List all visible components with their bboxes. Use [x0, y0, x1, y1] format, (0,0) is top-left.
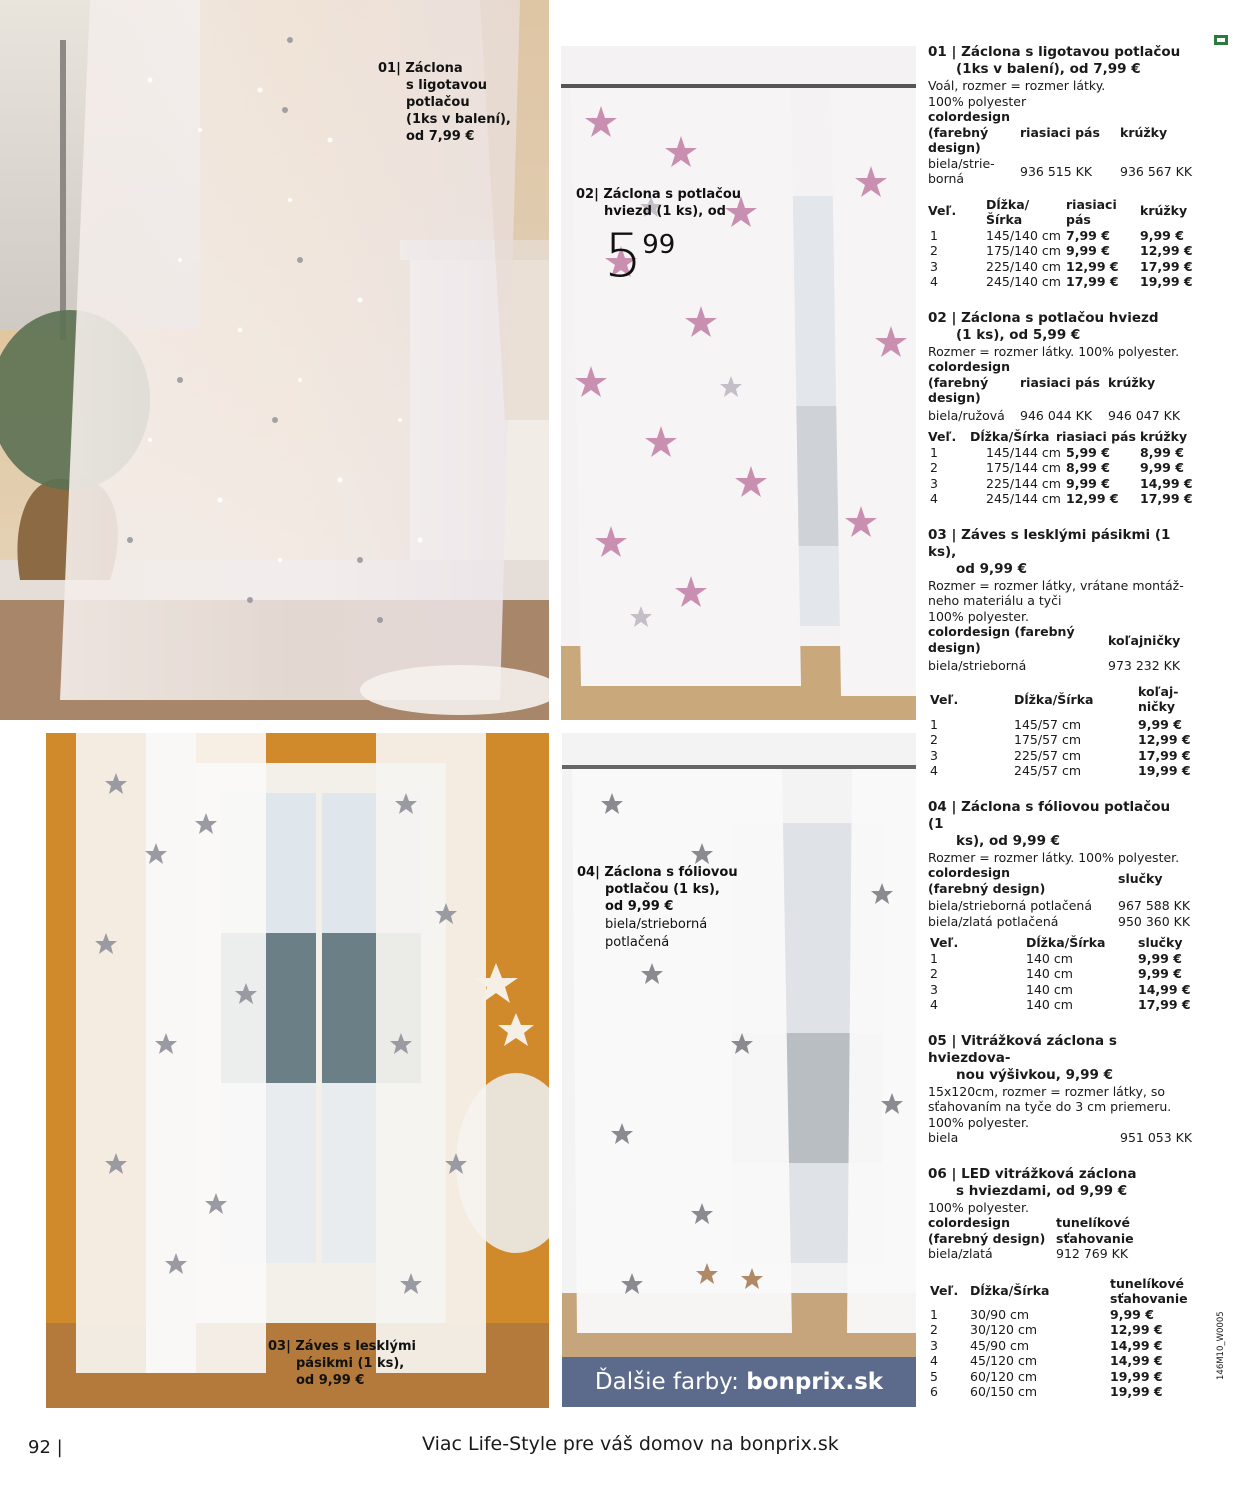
section-01-header — [928, 109, 1190, 125]
section-05-color-row — [928, 1130, 1193, 1146]
cell-size: 1 — [930, 716, 938, 732]
section-04-desc: Rozmer = rozmer látky. 100% polyester. — [928, 849, 1180, 865]
cell-price: 19,99 € — [1110, 1384, 1163, 1399]
cell-price: 12,99 € — [1110, 1322, 1163, 1337]
header-cell: koľaj- — [1138, 683, 1179, 699]
table-row — [928, 228, 1190, 244]
header-cell: (farebný — [928, 124, 989, 140]
header-cell: krúžky — [1120, 124, 1168, 140]
callout-02: 02| Záclona s potlačou hviezd (1 ks), od — [576, 187, 742, 219]
cell-size: 2 — [930, 1322, 938, 1337]
product-details-column — [928, 44, 1193, 1400]
table-row — [928, 748, 1190, 764]
more-colors-banner[interactable] — [562, 1357, 916, 1407]
callout-04-color: biela/strieborná — [605, 917, 708, 932]
header-cell: riasiaci pás — [1056, 429, 1136, 444]
cell-size: 1 — [930, 227, 938, 243]
header-cell: krúžky — [1108, 374, 1156, 390]
photo-curtain-03 — [46, 733, 549, 1408]
table-row — [928, 1307, 1190, 1323]
cell-dim: 140 cm — [1026, 966, 1073, 981]
callout-04: 04| Záclona s fóliovou potlačou (1 ks), od 9,99 € biela/strieborná potlačená — [577, 865, 738, 950]
section-06-title: s hviezdami, od 9,99 € — [956, 1182, 1128, 1199]
table-row — [928, 460, 1190, 476]
color-name: biela/ružová — [928, 407, 1005, 423]
section-02-desc: Rozmer = rozmer látky. 100% polyester. — [928, 343, 1180, 359]
section-06-desc: 100% polyester. — [928, 1199, 1029, 1215]
cell-size: 2 — [930, 732, 938, 747]
header-cell: (farebný design) — [928, 880, 1046, 896]
section-01-desc: 100% polyester — [928, 93, 1027, 109]
section-06-title: 06 | LED vitrážková záclona — [928, 1165, 1137, 1182]
cell-dim: 245/144 cm — [986, 491, 1061, 506]
article-number: 936 567 KK — [1120, 164, 1193, 179]
cell-dim: 60/120 cm — [970, 1368, 1037, 1384]
color-name: biela — [928, 1130, 959, 1145]
cell-price: 8,99 € — [1140, 444, 1184, 460]
cell-size: 2 — [930, 966, 938, 981]
callout-03: 03| Záves s lesklými pásikmi (1 ks), od 9,99 € — [268, 1339, 416, 1388]
cell-size: 1 — [930, 950, 938, 966]
callout-01-line: od 7,99 € — [406, 129, 475, 144]
header-cell: (farebný — [928, 374, 989, 390]
callout-03-line: Záves s lesklými — [295, 1339, 416, 1354]
table-row — [928, 997, 1190, 1013]
section-04-title: 04 | Záclona s fóliovou potlačou (1 — [928, 798, 1171, 832]
table-row — [928, 491, 1193, 507]
section-01-desc: Voál, rozmer = rozmer látky. — [928, 78, 1106, 93]
cell-price: 14,99 € — [1138, 981, 1191, 997]
section-05-desc: 15x120cm, rozmer = rozmer látky, so — [928, 1083, 1166, 1099]
header-cell: pás — [1066, 212, 1091, 227]
table-row — [928, 445, 1190, 461]
table-row — [928, 717, 1190, 733]
table-row — [928, 258, 1193, 275]
cell-dim: 60/150 cm — [970, 1384, 1037, 1399]
table-row — [928, 1338, 1190, 1354]
article-number: 951 053 KK — [1120, 1130, 1193, 1145]
header-cell: Veľ. — [928, 429, 957, 444]
cell-dim: 225/144 cm — [986, 475, 1061, 491]
cell-size: 3 — [930, 981, 938, 997]
cell-price: 9,99 € — [1140, 460, 1184, 475]
bonprix-logo-icon — [1214, 30, 1228, 40]
photo-curtain-04-image — [562, 733, 916, 1357]
table-row — [928, 763, 1190, 779]
cell-size: 4 — [930, 763, 938, 778]
cell-dim: 140 cm — [1026, 950, 1073, 966]
header-cell: krúžky — [1140, 202, 1188, 218]
cell-dim: 245/57 cm — [1014, 763, 1081, 778]
header-cell: ničky — [1138, 699, 1176, 714]
cell-dim: 145/57 cm — [1014, 716, 1081, 732]
header-cell: colordesign (farebný — [928, 624, 1075, 639]
big-price-decimal: 99 — [642, 230, 676, 260]
cell-dim: 145/144 cm — [986, 444, 1061, 460]
cell-dim: 145/140 cm — [986, 227, 1061, 243]
section-01-header — [928, 140, 1190, 156]
section-01-color-row — [928, 164, 1193, 187]
header-cell: Veľ. — [928, 202, 957, 218]
article-number: 946 047 KK — [1108, 407, 1181, 423]
callout-03-line: od 9,99 € — [296, 1373, 365, 1388]
color-name: biela/zlatá — [928, 1246, 993, 1261]
header-cell: sťahovanie — [1110, 1291, 1188, 1306]
color-name: biela/zlatá potlačená — [928, 913, 1059, 929]
section-05-desc: sťahovaním na tyče do 3 cm priemeru. — [928, 1099, 1172, 1114]
callout-01-line: s ligotavou — [406, 78, 488, 93]
section-03-desc: neho materiálu a tyči — [928, 593, 1062, 608]
header-cell: Dĺžka/Šírka — [970, 429, 1050, 444]
callout-02-number: 02 — [576, 187, 595, 202]
header-cell: slučky — [1138, 935, 1183, 950]
section-05-title: 05 | Vitrážková záclona s hviezdova- — [928, 1032, 1117, 1066]
cell-price: 7,99 € — [1066, 227, 1110, 243]
header-cell: Veľ. — [930, 1282, 959, 1298]
table-row — [928, 1353, 1190, 1369]
cell-price: 14,99 € — [1140, 475, 1193, 491]
header-cell: colordesign — [928, 865, 1011, 880]
cell-price: 12,99 € — [1066, 258, 1119, 274]
article-number: 950 360 KK — [1118, 913, 1191, 929]
cell-dim: 245/140 cm — [986, 274, 1061, 289]
header-cell: Dĺžka/Šírka — [970, 1282, 1050, 1298]
cell-price: 19,99 € — [1138, 763, 1191, 778]
cell-price: 5,99 € — [1066, 444, 1110, 460]
table-row — [928, 732, 1190, 748]
cell-price: 9,99 € — [1138, 950, 1182, 966]
cell-size: 6 — [930, 1384, 938, 1399]
section-04-title: ks), od 9,99 € — [956, 832, 1061, 849]
header-cell: (farebný design) — [928, 1230, 1046, 1246]
callout-02-line: hviezd (1 ks), od — [604, 204, 726, 219]
callout-03-line: pásikmi (1 ks), — [296, 1356, 405, 1371]
header-cell: Dĺžka/ — [986, 196, 1030, 212]
header-cell: Dĺžka/Šírka — [1014, 691, 1094, 707]
section-03-desc: Rozmer = rozmer látky, vrátane montáž- — [928, 577, 1184, 593]
section-04-size-header — [928, 935, 1190, 951]
callout-03-number: 03 — [268, 1339, 287, 1354]
header-cell: krúžky — [1140, 429, 1188, 444]
section-02-header — [928, 390, 1190, 406]
cell-dim: 175/57 cm — [1014, 732, 1081, 747]
section-02 — [928, 309, 1193, 507]
cell-dim: 175/144 cm — [986, 460, 1061, 475]
header-cell: design) — [928, 639, 981, 655]
table-row — [928, 274, 1193, 290]
article-number: 973 232 KK — [1108, 658, 1181, 673]
cell-dim: 30/90 cm — [970, 1306, 1030, 1322]
header-cell: riasiaci pás — [1020, 124, 1100, 140]
header-cell: design) — [928, 390, 981, 405]
cell-price: 12,99 € — [1066, 491, 1119, 506]
section-01-title: (1ks v balení), od 7,99 € — [956, 61, 1141, 77]
table-row — [928, 966, 1190, 982]
cell-price: 19,99 € — [1110, 1368, 1163, 1384]
cell-size: 5 — [930, 1368, 938, 1384]
article-number: 946 044 KK — [1020, 407, 1093, 423]
section-05-title: nou výšivkou, 9,99 € — [956, 1066, 1113, 1083]
section-02-color-row — [928, 408, 1190, 424]
cell-dim: 225/140 cm — [986, 258, 1061, 274]
cell-price: 17,99 € — [1066, 274, 1119, 289]
section-02-title: 02 | Záclona s potlačou hviezd — [928, 309, 1159, 326]
section-06 — [928, 1166, 1190, 1400]
cell-size: 4 — [930, 491, 938, 506]
cell-price: 12,99 € — [1138, 732, 1191, 747]
section-04-color-row — [928, 898, 1190, 914]
catalog-code: 146M10_W0005 — [1216, 1311, 1226, 1380]
color-name: biela/strie- — [928, 155, 995, 171]
cell-size: 2 — [930, 243, 938, 258]
cell-dim: 45/90 cm — [970, 1337, 1030, 1353]
cell-dim: 175/140 cm — [986, 243, 1061, 258]
color-name: biela/strieborná potlačená — [928, 898, 1092, 913]
table-row — [928, 475, 1193, 492]
cell-size: 3 — [930, 1337, 938, 1353]
photo-curtain-04 — [562, 733, 916, 1357]
section-03-title: 03 | Záves s lesklými pásikmi (1 ks), — [928, 526, 1171, 560]
photo-curtain-02 — [561, 46, 916, 720]
cell-size: 1 — [930, 1306, 938, 1322]
cell-dim: 45/120 cm — [970, 1353, 1037, 1368]
table-row — [928, 1384, 1190, 1400]
cell-size: 4 — [930, 274, 938, 289]
article-number: 967 588 KK — [1118, 898, 1191, 913]
section-03-desc: 100% polyester. — [928, 608, 1029, 624]
big-price-integer: 5 — [604, 221, 643, 291]
cell-price: 9,99 € — [1138, 966, 1182, 981]
section-02-header — [928, 375, 1190, 391]
section-01-header — [928, 125, 1190, 141]
cell-price: 9,99 € — [1138, 716, 1182, 732]
callout-04-line: potlačou (1 ks), — [605, 882, 720, 897]
table-row — [928, 1322, 1190, 1338]
callout-01-line: Záclona — [405, 61, 463, 76]
header-cell: Veľ. — [930, 935, 959, 950]
callout-04-color: potlačená — [605, 935, 670, 950]
callout-02-line: Záclona s potlačou — [603, 187, 742, 202]
header-cell: Veľ. — [930, 691, 959, 707]
table-row — [928, 243, 1193, 259]
cell-price: 9,99 € — [1140, 227, 1184, 243]
cell-size: 1 — [930, 444, 938, 460]
table-row — [928, 1369, 1190, 1385]
footer-text[interactable]: Viac Life-Style pre váš domov na bonprix.sk — [422, 1433, 839, 1455]
section-03-title: od 9,99 € — [956, 560, 1028, 577]
cell-price: 8,99 € — [1066, 460, 1110, 475]
article-number: 912 769 KK — [1056, 1246, 1129, 1261]
section-06-size-header — [928, 1275, 1190, 1298]
color-name: biela/strieborná — [928, 658, 1027, 673]
section-04-header — [928, 881, 1190, 897]
cell-size: 2 — [930, 460, 938, 475]
section-03-size-header — [928, 701, 1190, 717]
cell-size: 3 — [930, 475, 938, 491]
section-06-size-header — [928, 1291, 1190, 1307]
header-cell: riasiaci pás — [1020, 374, 1100, 390]
header-cell: sťahovanie — [1056, 1230, 1134, 1246]
callout-01-line: (1ks v balení), — [406, 112, 511, 127]
cell-size: 3 — [930, 258, 938, 274]
cell-dim: 140 cm — [1026, 981, 1073, 997]
section-05 — [928, 1032, 1193, 1146]
cell-price: 9,99 € — [1066, 243, 1110, 258]
callout-01-number: 01 — [378, 61, 397, 76]
cell-price: 19,99 € — [1140, 274, 1193, 289]
color-name: borná — [928, 171, 965, 186]
section-01 — [928, 44, 1193, 290]
section-01-size-header — [928, 212, 1190, 228]
section-06-color-row — [928, 1246, 1190, 1262]
section-04-header — [928, 865, 1190, 886]
cell-size: 4 — [930, 1353, 938, 1368]
section-01-title: 01 | Záclona s ligotavou potlačou — [928, 44, 1181, 60]
header-cell: Šírka — [986, 212, 1023, 227]
section-02-header — [928, 359, 1190, 375]
section-06-header — [928, 1215, 1190, 1231]
table-row — [928, 982, 1190, 998]
section-01-size-header — [928, 196, 1190, 218]
cell-price: 17,99 € — [1138, 997, 1191, 1012]
header-cell: tunelíkové — [1110, 1275, 1185, 1291]
callout-01: 01| Záclona s ligotavou potlačou (1ks v balení), od 7,99 € — [378, 61, 511, 144]
section-03 — [928, 527, 1190, 779]
callout-04-number: 04 — [577, 865, 596, 880]
header-cell: tunelíkové — [1056, 1215, 1131, 1230]
section-04 — [928, 799, 1190, 1013]
section-03-header — [928, 632, 1190, 656]
section-04-color-row — [928, 914, 1190, 930]
banner-site-link[interactable]: bonprix.sk — [746, 1369, 884, 1395]
section-05-desc: 100% polyester. — [928, 1114, 1029, 1130]
cell-price: 9,99 € — [1066, 475, 1110, 491]
header-cell: colordesign — [928, 109, 1011, 124]
cell-price: 17,99 € — [1140, 258, 1193, 274]
callout-04-line: od 9,99 € — [605, 899, 674, 914]
header-cell: slučky — [1118, 871, 1163, 886]
table-row — [928, 951, 1190, 967]
cell-dim: 225/57 cm — [1014, 747, 1081, 763]
section-02-size-header — [928, 429, 1190, 445]
header-cell: design) — [928, 140, 981, 155]
section-06-header — [928, 1231, 1190, 1247]
banner-prefix: Ďalšie farby: — [594, 1369, 747, 1395]
cell-dim: 30/120 cm — [970, 1322, 1037, 1337]
section-03-color-row — [928, 658, 1190, 674]
header-cell: riasiaci — [1066, 196, 1117, 212]
cell-price: 14,99 € — [1110, 1353, 1163, 1368]
callout-04-line: Záclona s fóliovou — [604, 865, 738, 880]
cell-dim: 140 cm — [1026, 997, 1073, 1012]
header-cell: colordesign — [928, 359, 1011, 374]
header-cell: Dĺžka/Šírka — [1026, 935, 1106, 950]
big-price-02 — [604, 221, 676, 291]
article-number: 936 515 KK — [1020, 164, 1093, 179]
cell-price: 12,99 € — [1140, 243, 1193, 258]
cell-size: 4 — [930, 997, 938, 1012]
header-cell: colordesign — [928, 1215, 1011, 1230]
page-number: 92 | — [28, 1437, 63, 1458]
cell-size: 3 — [930, 747, 938, 763]
section-02-title: (1 ks), od 5,99 € — [956, 326, 1081, 343]
cell-price: 17,99 € — [1138, 747, 1191, 763]
cell-price: 14,99 € — [1110, 1337, 1163, 1353]
cell-price: 9,99 € — [1110, 1306, 1154, 1322]
cell-price: 17,99 € — [1140, 491, 1193, 506]
photo-curtain-01 — [0, 0, 549, 720]
header-cell: koľajničky — [1108, 632, 1181, 648]
photo-curtain-03-image — [46, 733, 549, 1408]
photo-curtain-02-image — [561, 46, 916, 720]
callout-01-line: potlačou — [406, 95, 470, 110]
